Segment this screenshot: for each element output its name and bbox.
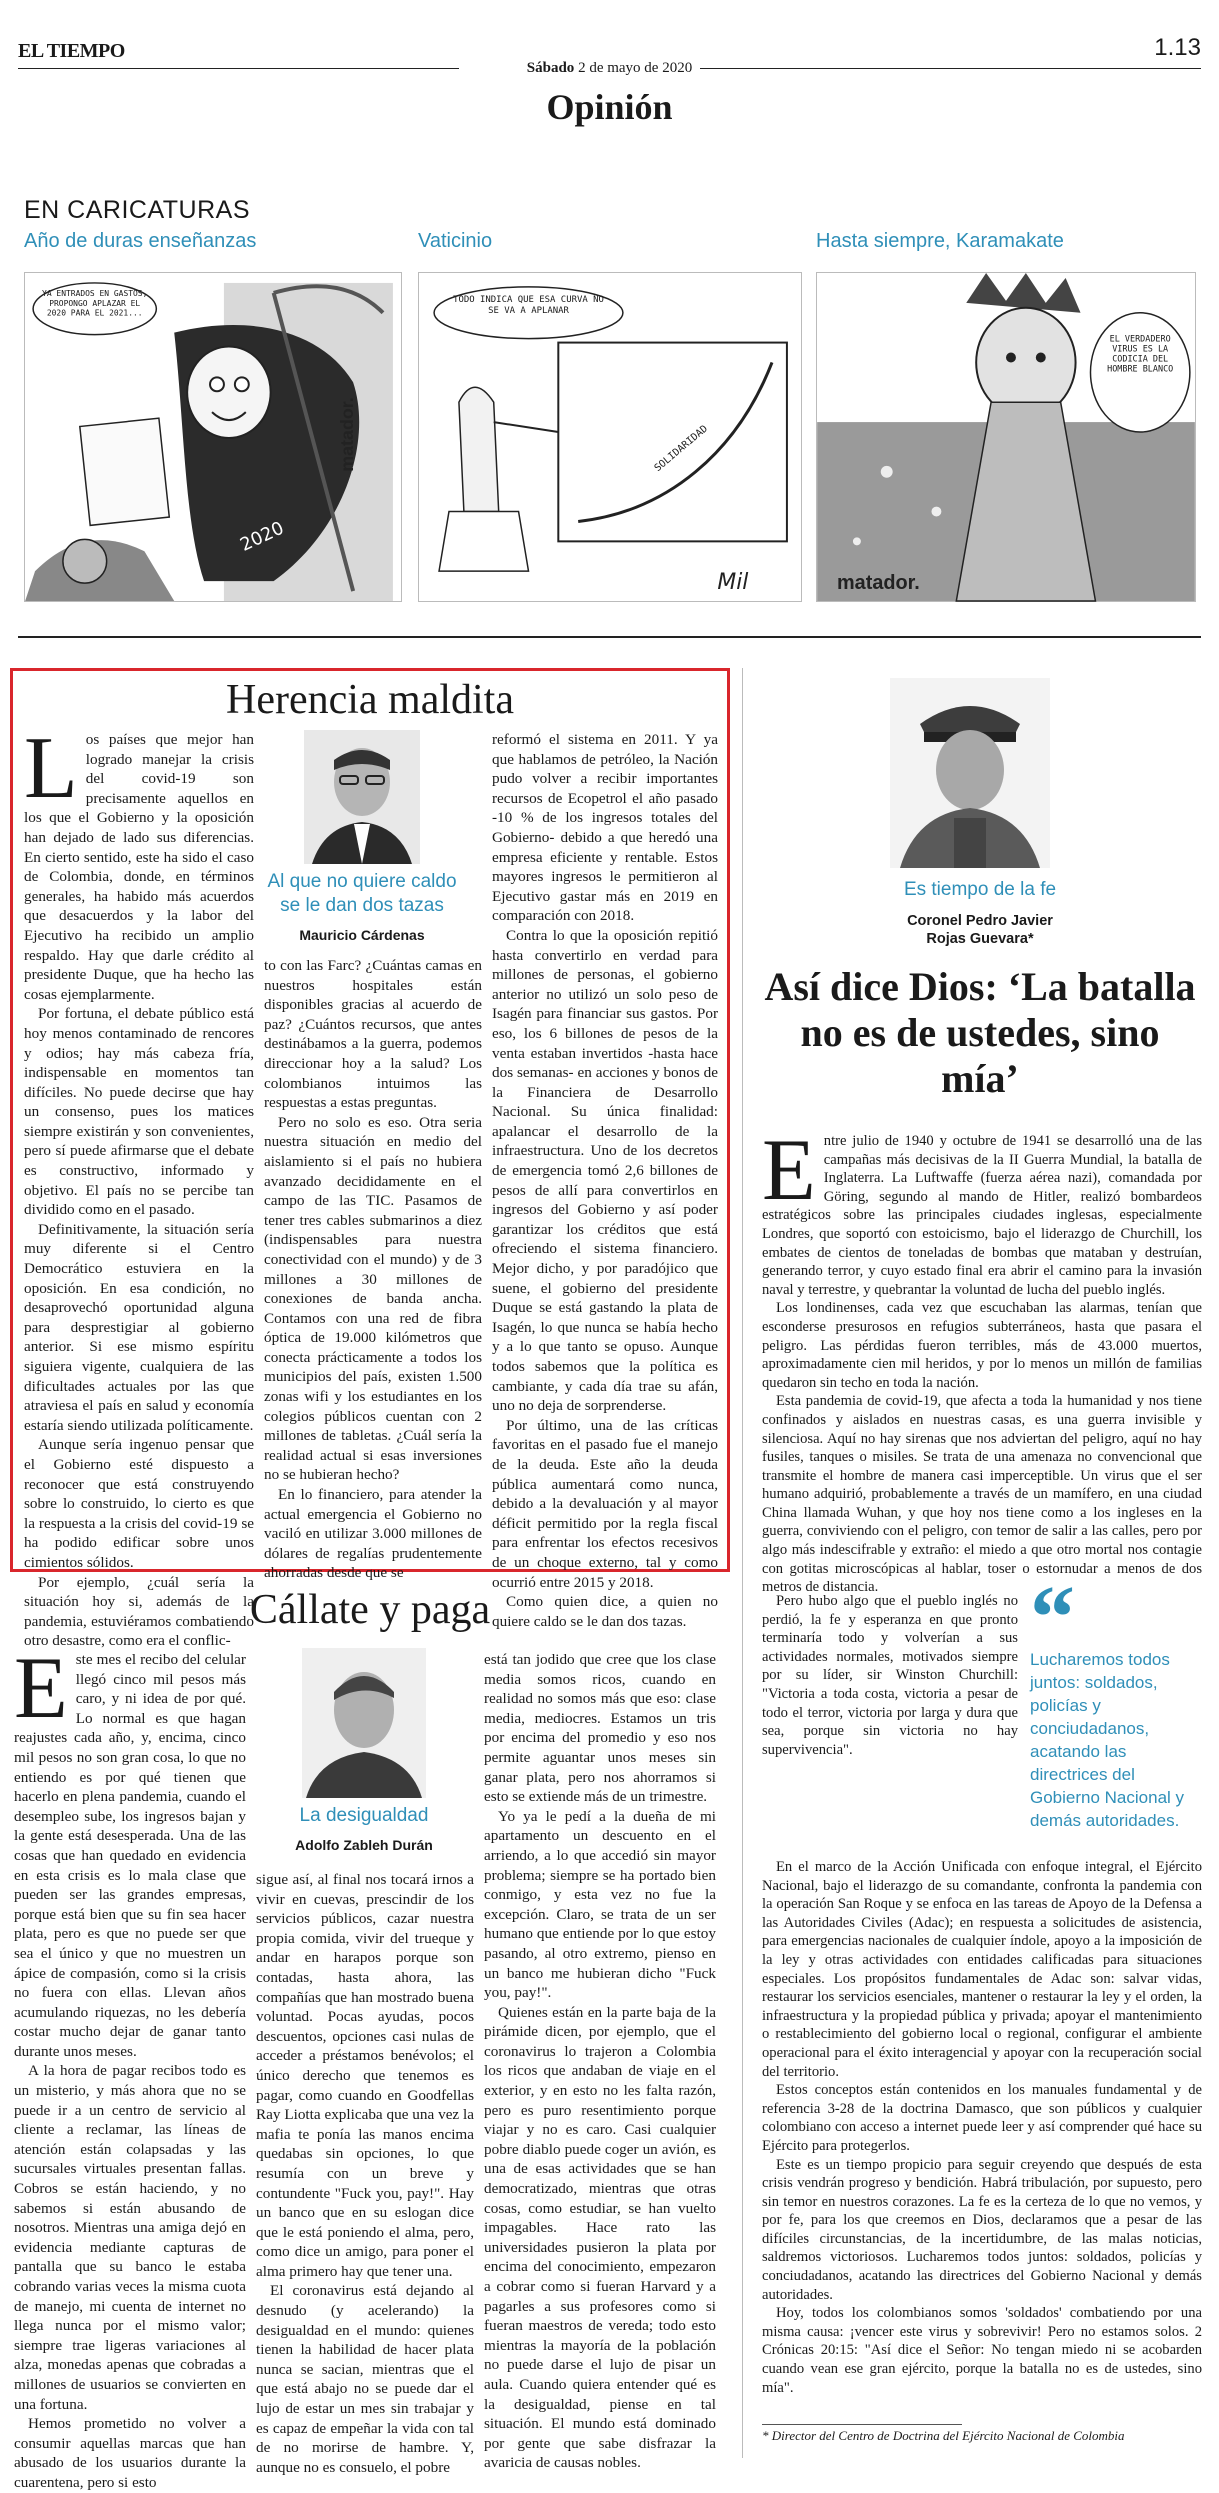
article-1-column-3 [492, 730, 718, 1630]
cartoon-section-rule [18, 636, 1201, 638]
cartoon-3-signature: matador. [837, 572, 920, 595]
quote-mark-icon: “ [1030, 1568, 1075, 1667]
cartoons-heading: EN CARICATURAS [24, 196, 251, 224]
article-3-p3: Esta pandemia de covid-19, que afecta a toda la humanidad y nos tiene confinados y aislados en nuestras casas, es una guerra invisible y silenciosa. Aquí no hay sirenas que nos adviertan del peligro, aquí no hay fusiles, tanques o misiles. Se trata de una amenaza no convencional que transmite el hombre de manera casi imperceptible. Un virus que el ser humano adquirió, probablemente a través de un mamífero, en una ciudad China llamada Wuhan, y que hoy nos tiene como a los ingleses en la guerra, conviviendo con el peligro, con temor de salir a las calles, pero por algo más indescifrable y extraño: el miedo a que otro mortal nos contagie con gotitas microscópicas al hablar, toser o estornudar a menos de dos metros de distancia. [762, 1393, 1202, 1596]
author-photo-pedro-rojas [890, 678, 1050, 868]
date-rest: 2 de mayo de 2020 [578, 60, 693, 76]
cartoon-1-drawing [25, 273, 401, 601]
article-1-col2-p1: to con las Farc? ¿Cuántas camas en nuestros hospitales están disponibles gracias al acuerdo de paz? ¿Cuántos recursos, que antes destinábamos a la guerra, podemos direccionar hoy a la salud? Los colombianos intuimos las respuestas a estas preguntas. [264, 957, 482, 1112]
cartoon-3-image [816, 272, 1196, 602]
article-1-col2-p2: Pero no solo es eso. Otra seria nuestra situación en medio del aislamiento si el país no hubiera avanzado decididamente en el campo de las TIC. Pasamos de tener tres cables submarinos a diez (indispensables para nuestra conectividad con el mundo) y de 3 millones a 30 millones de conexiones de banda ancha. Contamos con una red de fibra óptica de 19.000 kilómetros que conecta prácticamente a todos los municipios del país, existen 1.500 zonas wifi y los estudiantes en los colegios públicos cuentan con 2 millones de tabletas. ¿Cuál sería la realidad actual si esas inversiones no se hubieran hecho? [264, 1113, 482, 1484]
article-1-col1-p5: Por ejemplo, ¿cuál sería la situación hoy si, además de la pandemia, estuviéramos combatiendo otro desastre, como era el conflic- [24, 1573, 254, 1650]
article-3-p6: Estos conceptos están contenidos en los manuales fundamental y de referencia 3-28 de la doctrina Damasco, que son públicos y cualquier colombiano con acceso a internet puede leer y así comprender qué hace su Ejército para protegerlos. [762, 2082, 1202, 2154]
cartoon-1-label: 2020 [237, 517, 288, 556]
article-3-text-side [762, 1592, 1018, 1854]
article-1-col3-p4: Como quien dice, a quien no quiere caldo se le dan dos tazas. [492, 1593, 718, 1630]
cartoon-caption-2: Vaticinio [418, 230, 493, 252]
article-1-col1-p3: Definitivamente, la situación sería muy diferente si el Centro Democrático estuviera en la oposición. En esa condición, no desaprovechó oportunidad alguna para desprestigiar al gobierno anterior. Si ese mismo espíritu siguiera vigente, cualquiera de las dificultades actuales por las que atraviesa el país en salud y economía estaría siendo utilizada políticamente. [24, 1220, 254, 1434]
date-line [0, 60, 1219, 77]
article-3-author: Coronel Pedro Javier Rojas Guevara* [907, 913, 1053, 947]
article-3-title: Así dice Dios: ‘La batalla no es de ustedes, sino mía’ [764, 964, 1196, 1101]
article-2-col1-p3: Hemos prometido no volver a consumir aquellas marcas que han abusado de los usuarios durante la cuarentena, pero si esto [14, 2415, 246, 2491]
article-3-footnote: * Director del Centro de Doctrina del Ejército Nacional de Colombia [762, 2428, 1125, 2443]
article-1-kicker: Al que no quiere caldo se le dan dos tazas [267, 871, 457, 916]
article-1-col1-p1: os países que mejor han logrado manejar la crisis del covid-19 son precisamente aquellos en los que el Gobierno y la oposición han dejado de lado sus diferencias. En cierto sentido, este ha sido el caso de Colombia, donde, en términos generales, ha habido más acuerdos que desacuerdos y la labor del Ejecutivo ha recibido un amplio respaldo. Hay que darle crédito al presidente Duque, que ha hecho las cosas ejemplarmente. [24, 731, 254, 1003]
cartoon-2-image [418, 272, 802, 602]
article-3-dropcap: E [762, 1122, 816, 1219]
article-1-title: Herencia maldita [225, 677, 514, 723]
article-2-col3-p1: está tan jodido que cree que los clase media somos ricos, cuando en realidad no somos más que eso: clase media, mediocres. Estamos un tris por encima del promedio y eso nos permite aguantar unos meses sin ganar plata, pero nos ahorramos si esto se extiende más de un trimestre. [484, 1651, 716, 1806]
article-2-column-1 [14, 1640, 246, 2491]
article-1-column-2 [264, 956, 482, 1582]
cartoon-2-curve-label: SOLIDARIDAD [652, 423, 710, 475]
cartoon-3-drawing [817, 273, 1195, 601]
article-3-p2: Los londinenses, cada vez que escuchaban las alarmas, tenían que esconderse presurosos en refugios subterráneos, hasta que pasara el peligro. Las pérdidas fueron terribles, más de 43.000 muertos, aproximadamente cien mil heridos, y por lo menos un millón de familias quedaron sin techo en toda la nación. [762, 1300, 1202, 1391]
cartoon-2-bubble: TODO INDICA QUE ESA CURVA NO SE VA A APLANAR [453, 294, 604, 316]
article-3-p5: En el marco de la Acción Unificada con enfoque integral, el Ejército Nacional, bajo el liderazgo de su comandante, confronta la pandemia con la operación San Roque y se enfoca en las tareas de Apoyo de la Defensa a las Autoridades Civiles (Adac); en respuesta a solicitudes de asistencia, para emergencias nacionales de cualquier índole, apoyo a la imposición de la ley y otras actividades con entidades calificadas para situaciones especiales. Los propósitos fundamentales de Adac son: salvar vidas, restaurar los servicios esenciales, mantener o restaurar la ley y el orden, la infraestructura y la propiedad pública y privada; apoyar el mantenimiento o restablecimiento del gobierno local o regional, configurar el ambiente operacional para el éxito interagencial y apoyar con la recuperación social del territorio. [762, 1859, 1202, 2080]
section-title: Opinión [546, 87, 673, 127]
cartoon-caption-3: Hasta siempre, Karamakate [816, 230, 1064, 252]
article-1-column-1 [24, 720, 254, 1650]
article-2-title: Cállate y paga [249, 1587, 491, 1633]
article-1-col3-p2: Contra lo que la oposición repitió hasta convertirlo en verdad para millones de personas, el gobierno anterior no utilizó un solo peso de Isagén para financiar sus gastos. Por eso, los 6 billones de pesos de la venta estaban invertidos -hasta hace dos semanas- en acciones y bonos de la Financiera de Desarrollo Nacional. Su única finalidad: apalancar el desarrollo de la infraestructura. Uno de los decretos de emergencia tomó 2,6 billones de pesos de allí para convertirlos en ingresos del Gobierno y así poder garantizar los créditos que está ofreciendo el sistema financiero. Mejor dicho, y por paradójico que suene, el gobierno del presidente Duque se está gastando la plata de Isagén, lo que nunca se había hecho y a lo que tanto se opuso. Aunque todos sabemos que la política es cambiante, y cada día trae su afán, uno no deja de sorprenderse. [492, 926, 718, 1415]
article-2-author: Adolfo Zableh Durán [295, 1837, 433, 1853]
date-day: Sábado [526, 60, 575, 76]
article-1-col1-p2: Por fortuna, el debate público está hoy menos contaminado de rencores y odios; hay más cabeza fría, indispensable en momentos tan difíciles. No puede decirse que hay un consenso, pues los matices siempre existirán y son convenientes, pero sí puede afirmarse que el debate es constructivo, informado y objetivo. El país no se percibe tan dividido como en el pasado. [24, 1005, 254, 1219]
article-2-col1-p1: ste mes el recibo del celular llegó cinco mil pesos más caro, y ni idea de por qué. Lo normal es que hagan reajustes cada año, y, encima, cinco mil pesos no son gran cosa, lo que no entiendo es por qué tienen que hacerlo en plena pandemia, cuando el desempleo sube, los ingresos bajan y la gente está desesperada. Una de las cosas que han quedado en evidencia en esta crisis es lo mala clase que pueden ser las grandes empresas, porque está bien que su fin sea hacer plata, pero es que no puede ser que sea el único y que no muestren un ápice de compasión, como si la crisis no fuera con ellas. Llevan años acumulando riquezas, no les debería costar mucho dejar de ganar tanto durante unos meses. [14, 1651, 246, 2060]
article-2-col2-p1: sigue así, al final nos tocará irnos a vivir en cuevas, prescindir de los servicios públicos, cazar nuestra propia comida, vivir del trueque y andar en harapos porque son contadas, hasta ahora, las compañías que han mostrado buena voluntad. Pocas ayudas, pocos descuentos, opciones casi nulas de acceder a préstamos benévolos; el único derecho que tenemos es pagar, como cuando en Goodfellas Ray Liotta explicaba que una vez la mafia te ponía las manos encima quedabas sin opciones, lo que resumía con un breve y contundente "Fuck you, pay!". Hay un banco que en su eslogan dice que le está poniendo el alma, pero, como dice un amigo, para poner el alma primero hay que tener una. [256, 1871, 474, 2280]
cartoon-1-signature: matador. [337, 397, 358, 472]
article-2-col3-p2: Yo ya le pedí a la dueña de mi apartamento un descuento en el arriendo, a lo que accedió sin mayor problema; siempre se ha portado bien conmigo, y esta vez no fue la excepción. Claro, se trata de un ser humano que entiende por lo que estoy pasando, al otro extremo, pienso en un banco me hubieran dicho "Fuck you, pay!". [484, 1807, 716, 2002]
cartoon-2-drawing [419, 273, 801, 601]
article-3-p4: Pero hubo algo que el pueblo inglés no perdió, la fe y esperanza en que pronto terminaría todo y volverían a sus actividades normales, motivados siempre por su líder, sir Winston Churchill: "Victoria a toda costa, victoria a pesar de todo el terror, victoria por larga y dura que sea, porque sin victoria no hay supervivencia". [762, 1593, 1018, 1758]
cartoon-3-bubble: EL VERDADERO VIRUS ES LA CODICIA DEL HOMBRE BLANCO [1107, 334, 1174, 375]
article-2-kicker: La desigualdad [299, 1805, 429, 1826]
masthead: EL TIEMPO [18, 40, 125, 62]
article-3-text-upper [762, 1122, 1202, 1596]
article-3-kicker: Es tiempo de la fe [903, 879, 1057, 900]
footnote-rule [762, 2424, 962, 2425]
article-1-col1-p4: Aunque sería ingenuo pensar que el Gobierno esté dispuesto a reconocer que está construyendo sobre lo construido, lo cierto es que la respuesta a la crisis del covid-19 se ha podido edificar sobre unos cimientos sólidos. [24, 1436, 254, 1571]
author-photo-adolfo-zableh [302, 1648, 426, 1798]
author-photo-mauricio-cardenas [304, 730, 420, 864]
page-number: 1.13 [1154, 34, 1201, 61]
article-3-p8: Hoy, todos los colombianos somos 'soldados' combatiendo por una misma causa: ¡vencer este virus y sobrevivir! Pero no estamos solos. 2 Crónicas 20:15: "Así dice el Señor: No tengan miedo ni se acobarden cuando vean ese gran ejército, porque la batalla no es de ustedes, sino mía". [762, 2305, 1202, 2396]
article-1-dropcap: L [24, 720, 78, 817]
pull-quote-text: Lucharemos todos juntos: soldados, policías y conciudadanos, acatando las directrices del Gobierno Nacional y demás autoridades. [1030, 1650, 1185, 1830]
article-3-p1: ntre julio de 1940 y octubre de 1941 se desarrolló una de las campañas más decisivas de la II Guerra Mundial, la batalla de Inglaterra. La Luftwaffe (fuerza aérea nazi), comandada por Göring, segundo al mando de Hitler, realizó bombardeos estratégicos sobre las principales ciudades inglesas, especialmente Londres, que soportó con estoicismo, bajo el liderazgo de Churchill, los embates de cientos de toneladas de bombas que mataban y destruían, generando terror, y cuyo estado final era abrir el camino para la invasión naval y terrestre, y quebrantar la voluntad de lucha del pueblo inglés. [762, 1133, 1202, 1298]
cartoon-1-image [24, 272, 402, 602]
article-3-pull-quote [1030, 1568, 1190, 1832]
article-2-dropcap: E [14, 1640, 68, 1737]
article-2-column-3 [484, 1650, 716, 2472]
article-2-column-2 [256, 1870, 474, 2476]
article-1-col2-p3: En lo financiero, para atender la actual emergencia el Gobierno no vaciló en utilizar 3.000 millones de dólares de regalías prudentemente ahorradas desde que se [264, 1486, 482, 1582]
article-2-col3-p3: Quienes están en la parte baja de la pirámide dicen, por ejemplo, que el coronavirus lo trajeron a Colombia los ricos que andaban de viaje en el exterior, y en esto no les falta razón, pero es puro resentimiento porque viajar y no es caro. Casi cualquier pobre diablo puede coger un avión, es una de esas actividades que se han democratizado, mientras que otras cosas, como estudiar, se han vuelto impagables. Hace rato las universidades pusieron la plata por encima del conocimiento, empezaron a cobrar como si fueran Harvard y a pagarles a sus profesores como si fueran maestros de vereda; todo esto mientras la mayoría de la población no puede darse el lujo de pisar un aula. Cuando quiera entender qué es la desigualdad, piense en tal situación. El mundo está dominado por gente que sabe disfrazar la avaricia de causas nobles. [484, 2003, 716, 2472]
article-3-p7: Este es un tiempo propicio para seguir creyendo que después de esta crisis vendrán progreso y bendición. Habrá tribulación, por supuesto, pero sin temor en nuestros corazones. La fe es la certeza de lo que no vemos, y por fe, para los que creemos en Dios, declaramos que a pesar de las difíciles circunstancias, de la incertidumbre, de las malas noticias, saldremos victoriosos. Lucharemos todos juntos: soldados, policías y conciudadanos, acatando las directrices del Gobierno Nacional y demás autoridades. [762, 2156, 1202, 2303]
cartoon-caption-1: Año de duras enseñanzas [24, 230, 257, 252]
article-2-col2-p2: El coronavirus está dejando al desnudo (y acelerando) la desigualdad en el mundo: quienes tienen la habilidad de hacer plata nunca se sacian, mientras que el que está abajo no se puede dar el lujo de estar un mes sin trabajar y es capaz de empeñar la vida con tal de no morirse de hambre. Y, aunque no es consuelo, el pobre [256, 2282, 474, 2476]
article-1-author: Mauricio Cárdenas [299, 927, 425, 943]
cartoon-1-bubble: YA ENTRADOS EN GASTOS, PROPONGO APLAZAR EL 2020 PARA EL 2021... [42, 288, 148, 318]
article-3-text-lower [762, 1858, 1202, 2420]
cartoon-2-signature: Mil [717, 570, 749, 596]
article-1-col3-p3: Por último, una de las críticas favoritas en el pasado fue el manejo de la deuda. Este año la deuda pública aumentará como nunca, debido a la devaluación y al mayor déficit permitido por la regla fiscal para enfrentar los efectos recesivos de un choque externo, tal y como ocurrió entre 2015 y 2018. [492, 1416, 718, 1591]
column-divider [742, 668, 743, 2458]
article-1-col3-p1: reformó el sistema en 2011. Y ya que hablamos de petróleo, la Nación pudo volver a recibir importantes recursos de Ecopetrol el año pasado -10 % de los ingresos totales del Gobierno- debido a que heredó una empresa eficiente y rentable. Estos mayores ingresos le permitieron al Ejecutivo gastar más en 2019 en comparación con 2018. [492, 731, 718, 925]
article-2-col1-p2: A la hora de pagar recibos todo es un misterio, y más ahora que no se puede ir a un centro de servicio al cliente a reclamar, las líneas de atención están colapsadas y las sucursales virtuales presentan fallas. Cobros se están haciendo, y no sabemos si están abusando de nosotros. Mientras una amiga dejó en evidencia mediante capturas de pantalla que su banco le estaba cobrando varias veces la misma cuota de manejo, mi cuenta de internet no llega nunca por el mismo valor; siempre trae ligeras variaciones al alza, monedas apenas que cobradas a millones de usuarios se convierten en una fortuna. [14, 2062, 246, 2413]
